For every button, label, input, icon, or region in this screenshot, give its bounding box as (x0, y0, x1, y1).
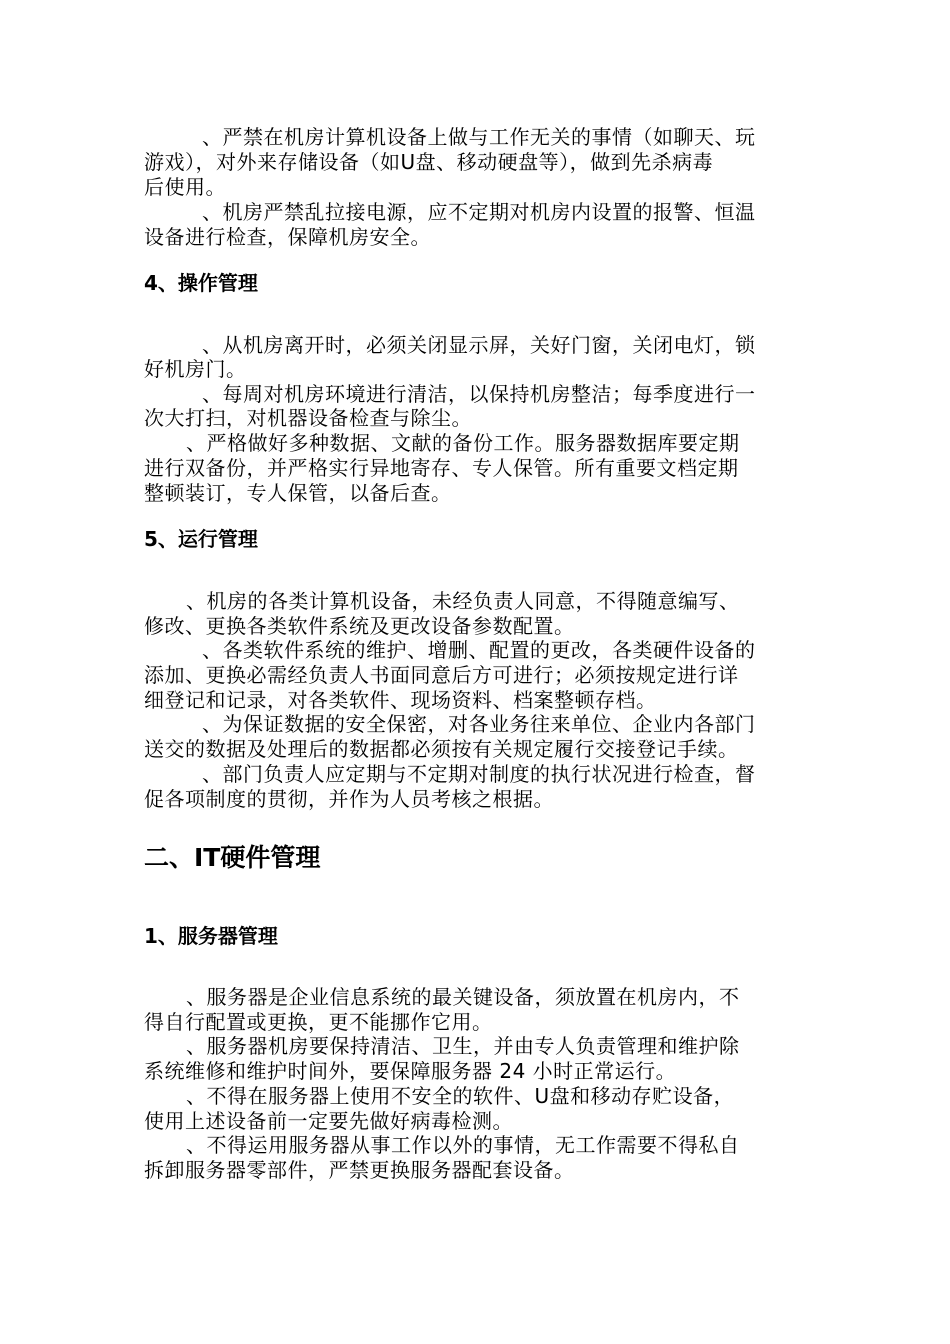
paragraph-line: 系统维修和维护时间外，要保障服务器 24 小时正常运行。 (144, 1059, 677, 1083)
paragraph-line: 、为保证数据的安全保密，对各业务往来单位、企业内各部门 (202, 712, 756, 736)
paragraph-line: 、每周对机房环境进行清洁，以保持机房整洁；每季度进行一 (202, 382, 756, 406)
paragraph-line: 、不得运用服务器从事工作以外的事情，无工作需要不得私自 (186, 1133, 740, 1157)
paragraph-line: 、严禁在机房计算机设备上做与工作无关的事情（如聊天、玩 (202, 125, 756, 149)
section-heading: 5、运行管理 (144, 527, 258, 551)
section-heading: 1、服务器管理 (144, 924, 278, 948)
paragraph-line: 次大打扫，对机器设备检查与除尘。 (144, 406, 472, 430)
paragraph-line: 、部门负责人应定期与不定期对制度的执行状况进行检查，督 (202, 762, 756, 786)
paragraph-line: 修改、更换各类软件系统及更改设备参数配置。 (144, 614, 575, 638)
paragraph-line: 后使用。 (144, 175, 226, 199)
paragraph-line: 、服务器机房要保持清洁、卫生，并由专人负责管理和维护除 (186, 1034, 740, 1058)
section-heading: 4、操作管理 (144, 271, 258, 295)
paragraph-line: 进行双备份，并严格实行异地寄存、专人保管。所有重要文档定期 (144, 456, 739, 480)
paragraph-line: 送交的数据及处理后的数据都必须按有关规定履行交接登记手续。 (144, 737, 739, 761)
chapter-heading: 二、IT硬件管理 (144, 843, 321, 872)
paragraph-line: 、服务器是企业信息系统的最关键设备，须放置在机房内，不 (186, 985, 740, 1009)
paragraph-line: 促各项制度的贯彻，并作为人员考核之根据。 (144, 787, 554, 811)
paragraph-line: 使用上述设备前一定要先做好病毒检测。 (144, 1109, 513, 1133)
paragraph-line: 细登记和记录，对各类软件、现场资料、档案整顿存档。 (144, 688, 657, 712)
paragraph-line: 添加、更换必需经负责人书面同意后方可进行；必须按规定进行详 (144, 663, 739, 687)
paragraph-line: 、机房严禁乱拉接电源，应不定期对机房内设置的报警、恒温 (202, 200, 756, 224)
paragraph-line: 、从机房离开时，必须关闭显示屏，关好门窗，关闭电灯，锁 (202, 333, 756, 357)
paragraph-line: 整顿装订，专人保管，以备后查。 (144, 481, 452, 505)
paragraph-line: 拆卸服务器零部件，严禁更换服务器配套设备。 (144, 1158, 575, 1182)
paragraph-line: 得自行配置或更换，更不能挪作它用。 (144, 1010, 493, 1034)
paragraph-line: 、不得在服务器上使用不安全的软件、U盘和移动存贮设备， (186, 1084, 735, 1108)
paragraph-line: 、各类软件系统的维护、增删、配置的更改，各类硬件设备的 (202, 638, 756, 662)
paragraph-line: 设备进行检查，保障机房安全。 (144, 225, 431, 249)
paragraph-line: 、严格做好多种数据、文献的备份工作。服务器数据库要定期 (186, 431, 740, 455)
paragraph-line: 、机房的各类计算机设备，未经负责人同意，不得随意编写、 (186, 589, 740, 613)
paragraph-line: 好机房门。 (144, 357, 247, 381)
paragraph-line: 游戏），对外来存储设备（如U盘、移动硬盘等），做到先杀病毒 (144, 150, 714, 174)
